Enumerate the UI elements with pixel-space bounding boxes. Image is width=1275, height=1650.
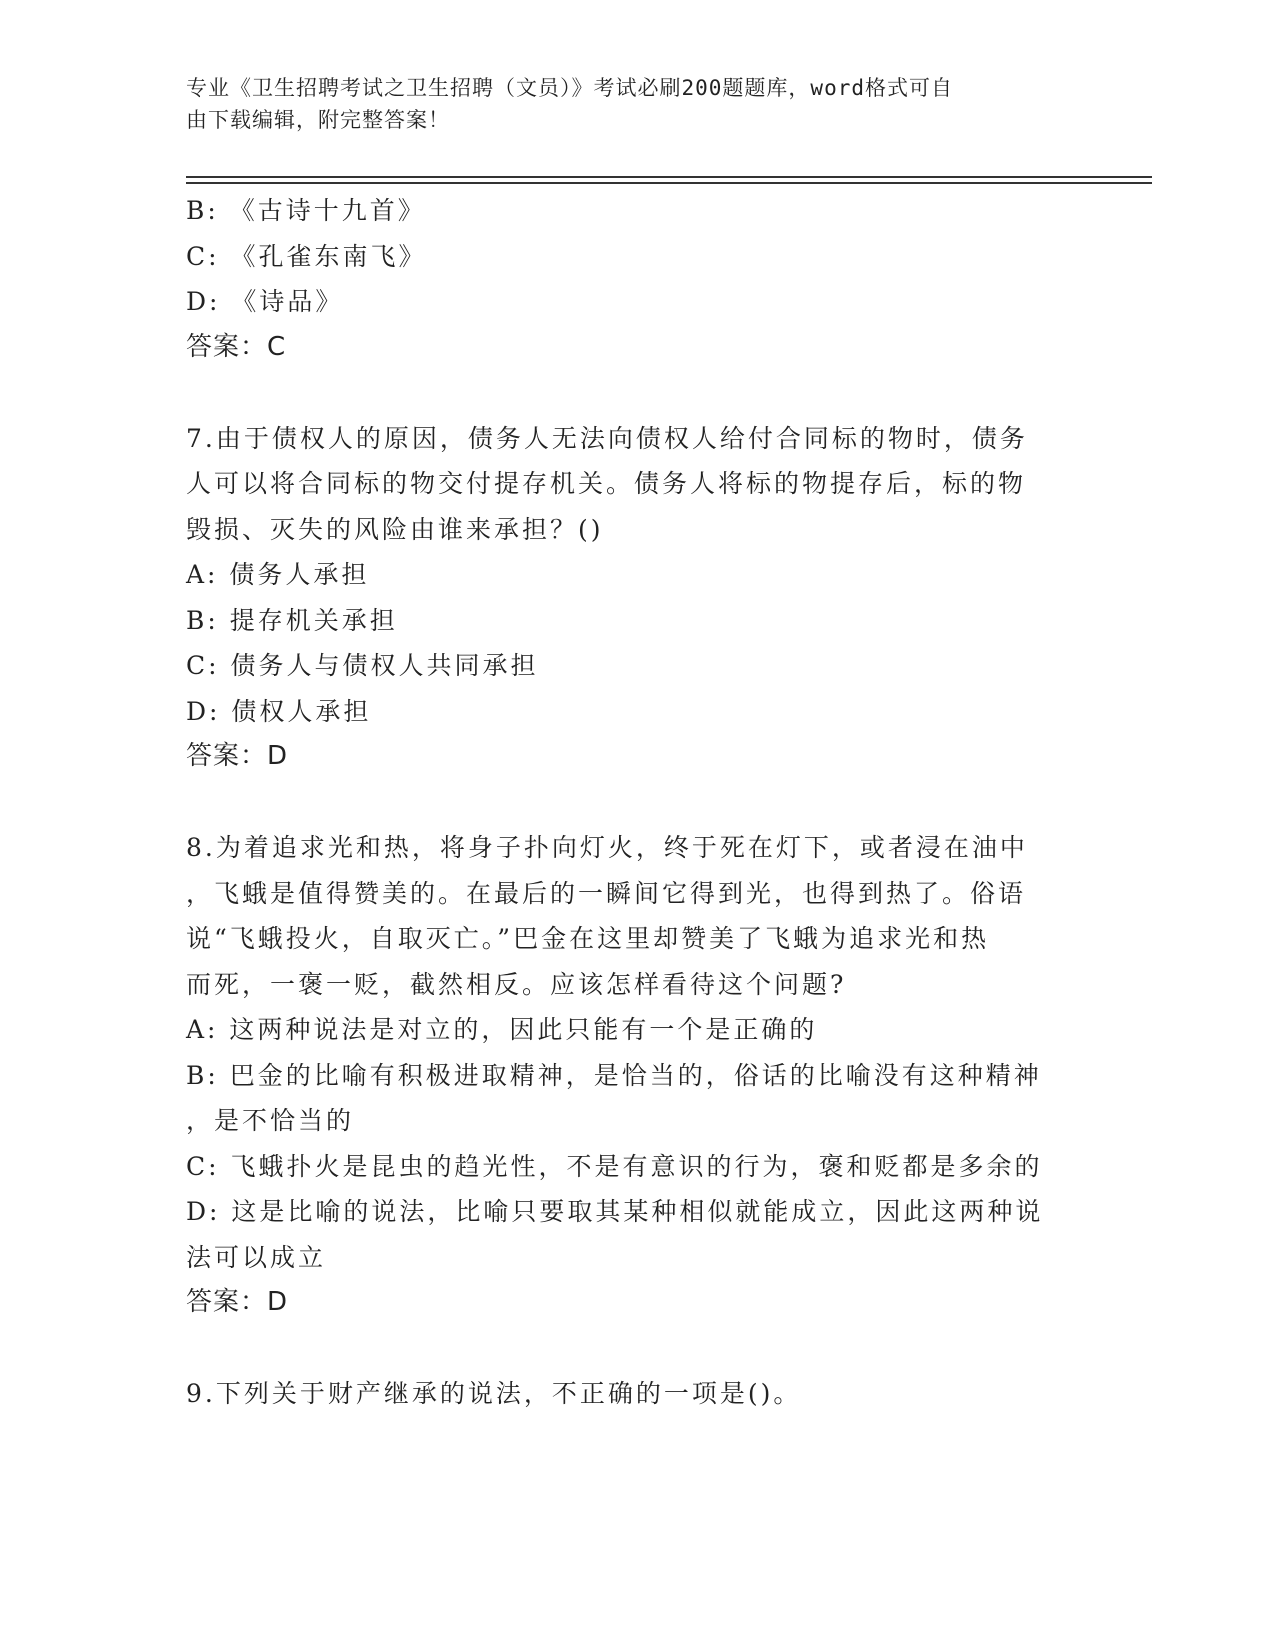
- document-header: [186, 72, 1066, 136]
- q8-option-d-line-1: D: 这是比喻的说法，比喻只要取其某种相似就能成立，因此这两种说: [186, 1197, 1044, 1226]
- question-7: [186, 416, 1086, 780]
- question-8: [186, 825, 1086, 1326]
- header-rule-bottom: [186, 182, 1152, 184]
- q7-stem-line-2: 人可以将合同标的物交付提存机关。债务人将标的物提存后，标的物: [186, 469, 1027, 498]
- q8-stem-line-3: 说“飞蛾投火，自取灭亡。”巴金在这里却赞美了飞蛾为追求光和热: [186, 924, 990, 953]
- spacer: [186, 780, 1086, 826]
- q8-stem-line-2: ，飞蛾是值得赞美的。在最后的一瞬间它得到光，也得到热了。俗语: [186, 878, 1027, 908]
- q8-stem-line-1: 8.为着追求光和热，将身子扑向灯火，终于死在灯下，或者浸在油中: [186, 833, 1028, 862]
- document-body: [186, 188, 1086, 1417]
- q6-option-d: D: 《诗品》: [186, 287, 344, 316]
- header-rule-top: [186, 176, 1152, 178]
- q8-option-c: C: 飞蛾扑火是昆虫的趋光性，不是有意识的行为，褒和贬都是多余的: [186, 1151, 1043, 1181]
- q8-answer: 答案：D: [186, 1287, 289, 1317]
- question-6: [186, 188, 1086, 370]
- q8-option-b-line-1: B: 巴金的比喻有积极进取精神，是恰当的，俗话的比喻没有这种精神: [186, 1060, 1042, 1090]
- header-line-2: 由下载编辑，附完整答案！: [186, 108, 450, 132]
- q8-option-b-line-2: ，是不恰当的: [186, 1106, 355, 1135]
- q8-stem-line-4: 而死，一褒一贬，截然相反。应该怎样看待这个问题?: [186, 969, 847, 999]
- q6-option-b: B: 《古诗十九首》: [186, 196, 426, 225]
- q7-option-d: D: 债权人承担: [186, 696, 372, 726]
- spacer: [186, 1326, 1086, 1372]
- question-9: [186, 1371, 1086, 1417]
- q7-option-a: A: 债务人承担: [186, 560, 370, 589]
- q6-answer: 答案：C: [186, 331, 287, 362]
- q8-option-d-line-2: 法可以成立: [186, 1242, 327, 1272]
- header-line-1: 专业《卫生招聘考试之卫生招聘（文员）》考试必刷200题题库，word格式可自: [186, 76, 953, 100]
- spacer: [186, 370, 1086, 416]
- q7-stem-line-3: 毁损、灭失的风险由谁来承担？(): [186, 514, 604, 544]
- q7-option-c: C: 债务人与债权人共同承担: [186, 651, 539, 680]
- q9-stem-line-1: 9.下列关于财产继承的说法，不正确的一项是()。: [186, 1379, 802, 1408]
- q8-option-a: A: 这两种说法是对立的，因此只能有一个是正确的: [186, 1015, 818, 1044]
- q7-stem-line-1: 7.由于债权人的原因，债务人无法向债权人给付合同标的物时，债务: [186, 423, 1028, 453]
- q7-option-b: B: 提存机关承担: [186, 605, 398, 635]
- q7-answer: 答案：D: [186, 741, 289, 771]
- q6-option-c: C: 《孔雀东南飞》: [186, 241, 427, 271]
